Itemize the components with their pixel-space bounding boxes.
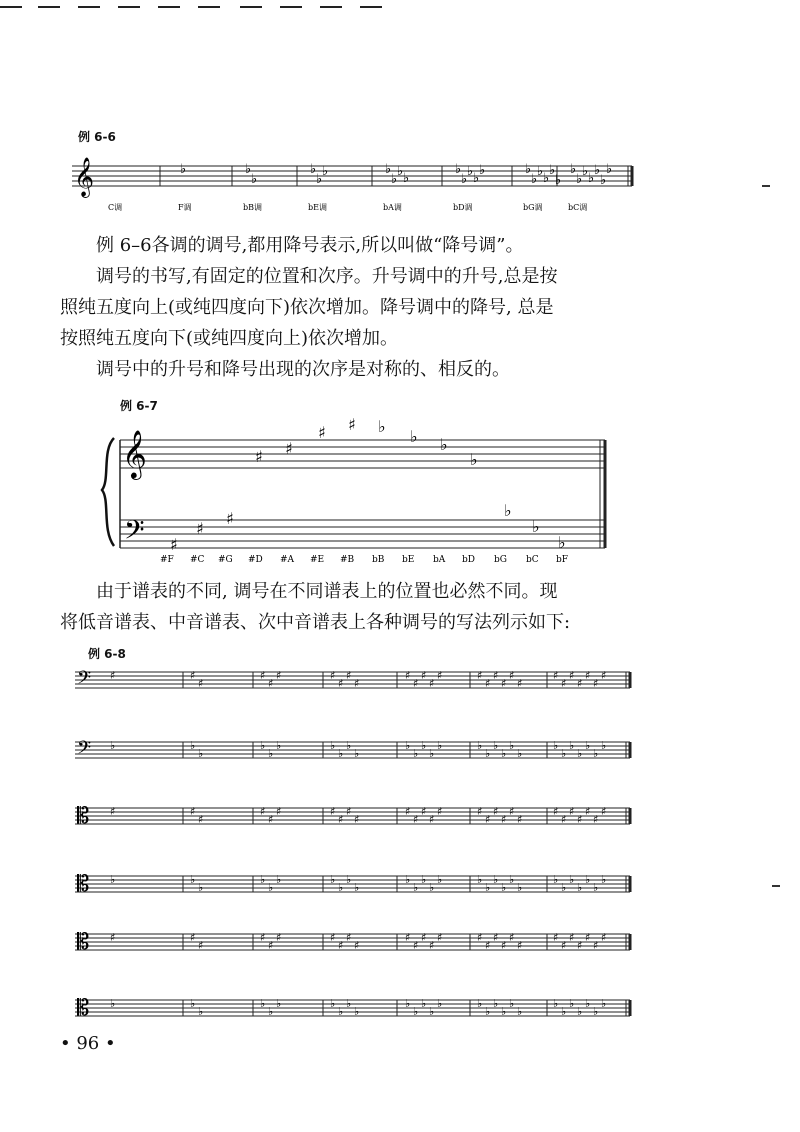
sharp-sign: ♯ bbox=[553, 931, 559, 944]
margin-mark bbox=[772, 885, 780, 887]
flat-sign: ♭ bbox=[485, 881, 491, 894]
flat-sign: ♭ bbox=[268, 747, 274, 760]
key-name: bA调 bbox=[383, 203, 402, 212]
sharp-sign: ♯ bbox=[110, 931, 116, 944]
flat-sign: ♭ bbox=[346, 739, 352, 752]
sharp-sign: ♯ bbox=[501, 677, 507, 690]
text-line: 将低音谱表、中音谱表、次中音谱表上各种调号的写法列示如下: bbox=[60, 612, 571, 633]
flat-sign: ♭ bbox=[501, 1005, 507, 1018]
c-clef: 𝄡 bbox=[77, 872, 90, 897]
flat-sign: ♭ bbox=[190, 873, 196, 886]
flat-sign: ♭ bbox=[198, 747, 204, 760]
flat-sign: ♭ bbox=[553, 873, 559, 886]
sharp-sign: ♯ bbox=[429, 677, 435, 690]
sharp-sign: ♯ bbox=[413, 813, 419, 826]
bass-clef: 𝄢 bbox=[77, 668, 92, 693]
text-line: 照纯五度向上(或纯四度向下)依次增加。降号调中的降号, 总是 bbox=[60, 297, 554, 318]
flat-sign: ♭ bbox=[421, 873, 427, 886]
flat-sign: ♭ bbox=[437, 739, 443, 752]
bass-clef: 𝄢 bbox=[124, 514, 145, 552]
bass-sharp: ♯ bbox=[196, 519, 204, 538]
bass-sharp: ♯ bbox=[170, 535, 178, 554]
note-name: bF bbox=[556, 555, 569, 565]
sharp-sign: ♯ bbox=[346, 669, 352, 682]
sharp-sign: ♯ bbox=[437, 669, 443, 682]
sharp-sign: ♯ bbox=[553, 669, 559, 682]
flat-sign: ♭ bbox=[594, 163, 601, 178]
sharp-sign: ♯ bbox=[346, 805, 352, 818]
flat-sign: ♭ bbox=[346, 873, 352, 886]
sharp-sign: ♯ bbox=[354, 677, 360, 690]
sharp-sign: ♯ bbox=[477, 931, 483, 944]
body-paragraph-2 bbox=[60, 576, 670, 638]
sharp-sign: ♯ bbox=[338, 939, 344, 952]
treble-clef: 𝄞 bbox=[122, 429, 147, 478]
bass-sharp: ♯ bbox=[226, 509, 234, 528]
key-name: C调 bbox=[108, 203, 123, 212]
flat-sign: ♭ bbox=[251, 172, 258, 187]
sharp-sign: ♯ bbox=[276, 669, 282, 682]
sharp-sign: ♯ bbox=[569, 669, 575, 682]
sharp-sign: ♯ bbox=[517, 677, 523, 690]
sharp-sign: ♯ bbox=[405, 931, 411, 944]
example-6-7-label: 例 6-7 bbox=[120, 399, 158, 413]
flat-sign: ♭ bbox=[421, 997, 427, 1010]
flat-sign: ♭ bbox=[493, 739, 499, 752]
sharp-sign: ♯ bbox=[421, 805, 427, 818]
flat-sign: ♭ bbox=[569, 873, 575, 886]
flat-sign: ♭ bbox=[585, 997, 591, 1010]
sharp-sign: ♯ bbox=[493, 805, 499, 818]
sharp-sign: ♯ bbox=[593, 813, 599, 826]
flat-sign: ♭ bbox=[477, 739, 483, 752]
note-name: #D bbox=[248, 555, 263, 565]
sharp-sign: ♯ bbox=[268, 677, 274, 690]
flat-sign: ♭ bbox=[601, 739, 607, 752]
sharp-sign: ♯ bbox=[276, 805, 282, 818]
flat-sign: ♭ bbox=[525, 162, 532, 177]
body-paragraph-1 bbox=[60, 230, 670, 385]
sharp-sign: ♯ bbox=[260, 805, 266, 818]
flat-sign: ♭ bbox=[477, 997, 483, 1010]
text-line: 调号中的升号和降号出现的次序是对称的、相反的。 bbox=[96, 359, 510, 380]
flat-sign: ♭ bbox=[429, 881, 435, 894]
flat-sign: ♭ bbox=[397, 164, 404, 179]
treble-clef: 𝄞 bbox=[74, 157, 95, 197]
flat-sign: ♭ bbox=[437, 997, 443, 1010]
sharp-sign: ♯ bbox=[569, 805, 575, 818]
flat-sign: ♭ bbox=[473, 171, 480, 186]
sharp-sign: ♯ bbox=[501, 939, 507, 952]
flat-sign: ♭ bbox=[338, 747, 344, 760]
flat-sign: ♭ bbox=[198, 881, 204, 894]
flat-sign: ♭ bbox=[354, 1005, 360, 1018]
note-name: bA bbox=[433, 555, 446, 565]
treble-sharp: ♯ bbox=[348, 415, 356, 434]
brace bbox=[102, 438, 114, 546]
sharp-sign: ♯ bbox=[190, 931, 196, 944]
sharp-sign: ♯ bbox=[421, 669, 427, 682]
sharp-sign: ♯ bbox=[601, 931, 607, 944]
example-6-8-label: 例 6-8 bbox=[88, 647, 126, 661]
note-name: #E bbox=[310, 555, 325, 565]
flat-sign: ♭ bbox=[593, 881, 599, 894]
flat-sign: ♭ bbox=[405, 873, 411, 886]
flat-sign: ♭ bbox=[555, 173, 562, 188]
note-name: #G bbox=[218, 555, 233, 565]
sharp-sign: ♯ bbox=[485, 677, 491, 690]
key-name: bC调 bbox=[568, 203, 588, 212]
flat-sign: ♭ bbox=[110, 739, 116, 752]
sharp-sign: ♯ bbox=[577, 677, 583, 690]
note-name: bG bbox=[494, 555, 507, 565]
flat-sign: ♭ bbox=[346, 997, 352, 1010]
flat-sign: ♭ bbox=[577, 1005, 583, 1018]
flat-sign: ♭ bbox=[405, 997, 411, 1010]
flat-sign: ♭ bbox=[322, 164, 329, 179]
example-6-6-staff bbox=[72, 158, 642, 218]
example-6-8-staves bbox=[75, 660, 645, 1030]
flat-sign: ♭ bbox=[517, 747, 523, 760]
flat-sign: ♭ bbox=[479, 163, 486, 178]
sharp-sign: ♯ bbox=[569, 931, 575, 944]
flat-sign: ♭ bbox=[110, 873, 116, 886]
flat-sign: ♭ bbox=[330, 873, 336, 886]
flat-sign: ♭ bbox=[268, 1005, 274, 1018]
flat-sign: ♭ bbox=[543, 171, 550, 186]
flat-sign: ♭ bbox=[588, 171, 595, 186]
flat-sign: ♭ bbox=[180, 162, 187, 177]
sharp-sign: ♯ bbox=[517, 939, 523, 952]
flat-sign: ♭ bbox=[276, 739, 282, 752]
flat-sign: ♭ bbox=[260, 873, 266, 886]
sharp-sign: ♯ bbox=[354, 813, 360, 826]
c-clef: 𝄡 bbox=[77, 804, 90, 829]
flat-sign: ♭ bbox=[245, 162, 252, 177]
flat-sign: ♭ bbox=[276, 997, 282, 1010]
sharp-sign: ♯ bbox=[585, 805, 591, 818]
flat-sign: ♭ bbox=[493, 997, 499, 1010]
flat-sign: ♭ bbox=[437, 873, 443, 886]
sharp-sign: ♯ bbox=[577, 813, 583, 826]
flat-sign: ♭ bbox=[316, 172, 323, 187]
sharp-sign: ♯ bbox=[276, 931, 282, 944]
margin-mark bbox=[762, 185, 770, 187]
flat-sign: ♭ bbox=[354, 747, 360, 760]
flat-sign: ♭ bbox=[517, 881, 523, 894]
sharp-sign: ♯ bbox=[601, 669, 607, 682]
sharp-sign: ♯ bbox=[110, 669, 116, 682]
example-6-7-grand-staff bbox=[100, 410, 610, 570]
sharp-sign: ♯ bbox=[198, 813, 204, 826]
sharp-sign: ♯ bbox=[338, 677, 344, 690]
note-name: bD bbox=[462, 555, 475, 565]
sharp-sign: ♯ bbox=[330, 931, 336, 944]
sharp-sign: ♯ bbox=[405, 805, 411, 818]
note-name: bC bbox=[526, 555, 539, 565]
sharp-sign: ♯ bbox=[485, 813, 491, 826]
flat-sign: ♭ bbox=[600, 173, 607, 188]
sharp-sign: ♯ bbox=[561, 813, 567, 826]
sharp-sign: ♯ bbox=[593, 677, 599, 690]
flat-sign: ♭ bbox=[570, 162, 577, 177]
flat-sign: ♭ bbox=[569, 997, 575, 1010]
sharp-sign: ♯ bbox=[509, 805, 515, 818]
flat-sign: ♭ bbox=[561, 747, 567, 760]
key-name: bG调 bbox=[523, 203, 543, 212]
flat-sign: ♭ bbox=[577, 747, 583, 760]
flat-sign: ♭ bbox=[531, 172, 538, 187]
sharp-sign: ♯ bbox=[437, 931, 443, 944]
flat-sign: ♭ bbox=[509, 997, 515, 1010]
flat-sign: ♭ bbox=[561, 1005, 567, 1018]
flat-sign: ♭ bbox=[553, 739, 559, 752]
flat-sign: ♭ bbox=[606, 162, 613, 177]
flat-sign: ♭ bbox=[593, 747, 599, 760]
flat-sign: ♭ bbox=[477, 873, 483, 886]
key-name: bD调 bbox=[453, 203, 473, 212]
flat-sign: ♭ bbox=[509, 873, 515, 886]
sharp-sign: ♯ bbox=[413, 677, 419, 690]
flat-sign: ♭ bbox=[493, 873, 499, 886]
treble-sharp: ♯ bbox=[318, 423, 326, 442]
sharp-sign: ♯ bbox=[198, 939, 204, 952]
flat-sign: ♭ bbox=[509, 739, 515, 752]
flat-sign: ♭ bbox=[537, 164, 544, 179]
flat-sign: ♭ bbox=[405, 739, 411, 752]
flat-sign: ♭ bbox=[268, 881, 274, 894]
note-name: bB bbox=[372, 555, 385, 565]
flat-sign: ♭ bbox=[330, 997, 336, 1010]
flat-sign: ♭ bbox=[354, 881, 360, 894]
key-name: F调 bbox=[178, 203, 192, 212]
sharp-sign: ♯ bbox=[330, 805, 336, 818]
sharp-sign: ♯ bbox=[553, 805, 559, 818]
note-name: #A bbox=[280, 555, 295, 565]
flat-sign: ♭ bbox=[585, 873, 591, 886]
sharp-sign: ♯ bbox=[268, 939, 274, 952]
flat-sign: ♭ bbox=[601, 997, 607, 1010]
sharp-sign: ♯ bbox=[517, 813, 523, 826]
text-line: 按照纯五度向下(或纯四度向上)依次增加。 bbox=[60, 328, 399, 349]
sharp-sign: ♯ bbox=[260, 931, 266, 944]
sharp-sign: ♯ bbox=[260, 669, 266, 682]
bass-clef: 𝄢 bbox=[77, 738, 92, 763]
sharp-sign: ♯ bbox=[330, 669, 336, 682]
flat-sign: ♭ bbox=[549, 163, 556, 178]
sharp-sign: ♯ bbox=[110, 805, 116, 818]
treble-sharp: ♯ bbox=[285, 439, 293, 458]
treble-flat: ♭ bbox=[470, 450, 478, 469]
note-name: #F bbox=[160, 555, 174, 565]
sharp-sign: ♯ bbox=[561, 939, 567, 952]
text-line: 例 6–6各调的调号,都用降号表示,所以叫做“降号调”。 bbox=[96, 235, 524, 256]
sharp-sign: ♯ bbox=[413, 939, 419, 952]
flat-sign: ♭ bbox=[403, 171, 410, 186]
sharp-sign: ♯ bbox=[593, 939, 599, 952]
flat-sign: ♭ bbox=[429, 747, 435, 760]
flat-sign: ♭ bbox=[310, 162, 317, 177]
sharp-sign: ♯ bbox=[509, 931, 515, 944]
page-number: • 96 • bbox=[60, 1033, 116, 1054]
sharp-sign: ♯ bbox=[198, 677, 204, 690]
sharp-sign: ♯ bbox=[561, 677, 567, 690]
sharp-sign: ♯ bbox=[585, 669, 591, 682]
flat-sign: ♭ bbox=[260, 997, 266, 1010]
note-name: #B bbox=[340, 555, 355, 565]
flat-sign: ♭ bbox=[391, 172, 398, 187]
flat-sign: ♭ bbox=[582, 164, 589, 179]
sharp-sign: ♯ bbox=[437, 805, 443, 818]
flat-sign: ♭ bbox=[577, 881, 583, 894]
flat-sign: ♭ bbox=[461, 172, 468, 187]
flat-sign: ♭ bbox=[501, 747, 507, 760]
flat-sign: ♭ bbox=[413, 747, 419, 760]
note-name: #C bbox=[190, 555, 205, 565]
flat-sign: ♭ bbox=[330, 739, 336, 752]
treble-flat: ♭ bbox=[410, 427, 418, 446]
flat-sign: ♭ bbox=[110, 997, 116, 1010]
bass-flat: ♭ bbox=[504, 501, 512, 520]
sharp-sign: ♯ bbox=[190, 805, 196, 818]
flat-sign: ♭ bbox=[485, 1005, 491, 1018]
sharp-sign: ♯ bbox=[190, 669, 196, 682]
sharp-sign: ♯ bbox=[485, 939, 491, 952]
sharp-sign: ♯ bbox=[585, 931, 591, 944]
flat-sign: ♭ bbox=[601, 873, 607, 886]
sharp-sign: ♯ bbox=[405, 669, 411, 682]
flat-sign: ♭ bbox=[553, 997, 559, 1010]
sharp-sign: ♯ bbox=[509, 669, 515, 682]
key-name: bE调 bbox=[308, 203, 327, 212]
treble-flat: ♭ bbox=[378, 417, 386, 436]
sharp-sign: ♯ bbox=[477, 669, 483, 682]
sharp-sign: ♯ bbox=[346, 931, 352, 944]
flat-sign: ♭ bbox=[198, 1005, 204, 1018]
sharp-sign: ♯ bbox=[601, 805, 607, 818]
text-line: 调号的书写,有固定的位置和次序。升号调中的升号,总是按 bbox=[96, 266, 558, 287]
c-clef: 𝄡 bbox=[77, 996, 90, 1021]
treble-flat: ♭ bbox=[440, 435, 448, 454]
flat-sign: ♭ bbox=[429, 1005, 435, 1018]
flat-sign: ♭ bbox=[569, 739, 575, 752]
flat-sign: ♭ bbox=[338, 881, 344, 894]
flat-sign: ♭ bbox=[338, 1005, 344, 1018]
sharp-sign: ♯ bbox=[354, 939, 360, 952]
flat-sign: ♭ bbox=[485, 747, 491, 760]
flat-sign: ♭ bbox=[190, 997, 196, 1010]
sharp-sign: ♯ bbox=[493, 931, 499, 944]
flat-sign: ♭ bbox=[190, 739, 196, 752]
flat-sign: ♭ bbox=[561, 881, 567, 894]
bass-flat: ♭ bbox=[532, 517, 540, 536]
flat-sign: ♭ bbox=[260, 739, 266, 752]
flat-sign: ♭ bbox=[421, 739, 427, 752]
sharp-sign: ♯ bbox=[338, 813, 344, 826]
sharp-sign: ♯ bbox=[429, 939, 435, 952]
flat-sign: ♭ bbox=[593, 1005, 599, 1018]
flat-sign: ♭ bbox=[585, 739, 591, 752]
flat-sign: ♭ bbox=[517, 1005, 523, 1018]
flat-sign: ♭ bbox=[385, 162, 392, 177]
flat-sign: ♭ bbox=[413, 881, 419, 894]
note-name: bE bbox=[402, 555, 415, 565]
flat-sign: ♭ bbox=[276, 873, 282, 886]
top-dash-rule bbox=[0, 0, 400, 14]
sharp-sign: ♯ bbox=[493, 669, 499, 682]
example-6-6-label: 例 6-6 bbox=[78, 130, 116, 144]
sharp-sign: ♯ bbox=[268, 813, 274, 826]
flat-sign: ♭ bbox=[467, 164, 474, 179]
sharp-sign: ♯ bbox=[429, 813, 435, 826]
bass-flat: ♭ bbox=[558, 533, 566, 552]
text-line: 由于谱表的不同, 调号在不同谱表上的位置也必然不同。现 bbox=[96, 581, 558, 602]
flat-sign: ♭ bbox=[576, 172, 583, 187]
flat-sign: ♭ bbox=[501, 881, 507, 894]
flat-sign: ♭ bbox=[413, 1005, 419, 1018]
key-name: bB调 bbox=[243, 203, 262, 212]
sharp-sign: ♯ bbox=[421, 931, 427, 944]
treble-sharp: ♯ bbox=[255, 447, 263, 466]
sharp-sign: ♯ bbox=[501, 813, 507, 826]
c-clef: 𝄡 bbox=[77, 930, 90, 955]
sharp-sign: ♯ bbox=[577, 939, 583, 952]
flat-sign: ♭ bbox=[455, 162, 462, 177]
sharp-sign: ♯ bbox=[477, 805, 483, 818]
